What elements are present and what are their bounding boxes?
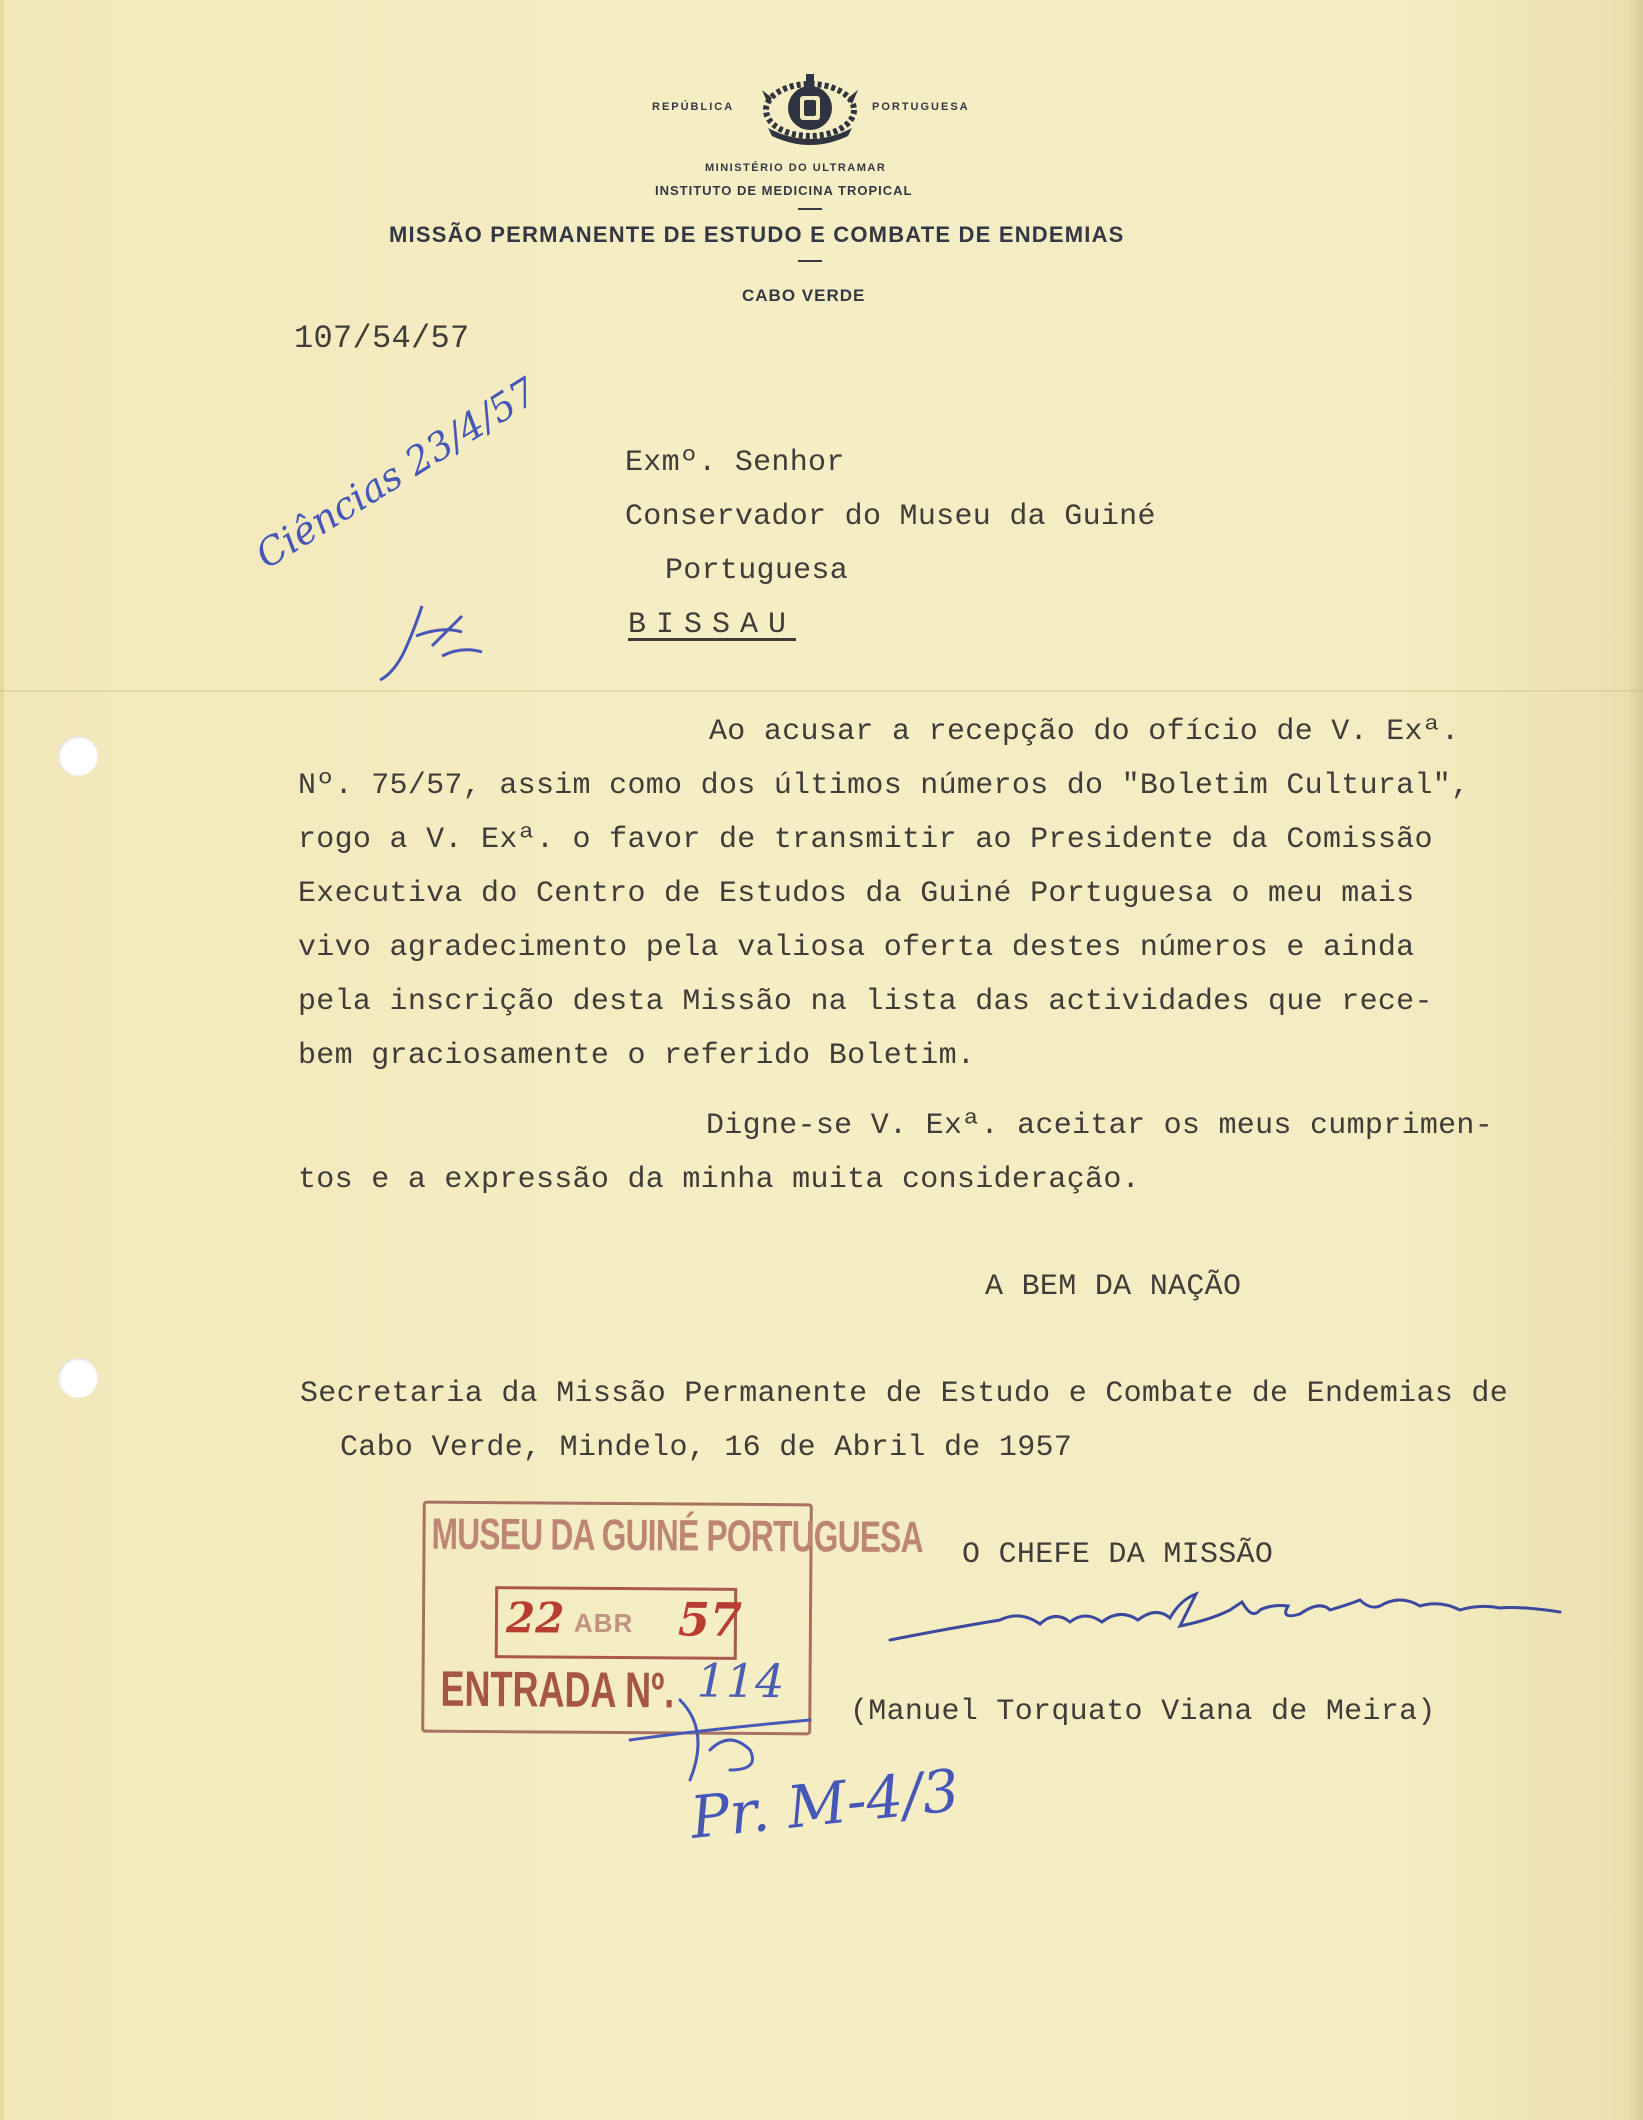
institute-name: INSTITUTO DE MEDICINA TROPICAL <box>655 183 913 198</box>
mission-name: MISSÃO PERMANENTE DE ESTUDO E COMBATE DE ENDEMIAS <box>389 222 1125 247</box>
body-p2-line2: tos e a expressão da minha muita consideração. <box>298 1163 1140 1197</box>
stamp-museum-name: MUSEU DA GUINÉ PORTUGUESA <box>431 1509 924 1563</box>
body-p1-line2: Nº. 75/57, assim como dos últimos números do "Boletim Cultural", <box>298 769 1470 803</box>
addressee-title-cont: Portuguesa <box>665 554 849 588</box>
paper-left-edge <box>0 0 4 2120</box>
letterhead-right-word: PORTUGUESA <box>872 101 970 113</box>
paper-right-edge <box>1629 0 1643 2120</box>
file-reference: Pr. M-4/3 <box>687 1756 963 1852</box>
signature-title: O CHEFE DA MISSÃO <box>962 1538 1274 1572</box>
reference-number: 107/54/57 <box>294 320 470 357</box>
body-p1-line6: pela inscrição desta Missão na lista das actividades que rece- <box>298 985 1433 1019</box>
body-p1-line4: Executiva do Centro de Estudos da Guiné Portuguesa o meu mais <box>298 877 1415 911</box>
letterhead-left-word: REPÚBLICA <box>652 101 735 113</box>
letterhead-rule-1 <box>798 208 822 210</box>
punch-hole-top <box>58 736 98 776</box>
place-date-line1: Secretaria da Missão Permanente de Estudo e Combate de Endemias de <box>300 1377 1508 1411</box>
addressee-salutation: Exmº. Senhor <box>625 446 845 480</box>
addressee-city: BISSAU <box>628 608 797 642</box>
punch-hole-bottom <box>58 1358 98 1398</box>
margin-note: Ciências 23/4/57 <box>248 369 545 578</box>
body-p1-line5: vivo agradecimento pela valiosa oferta destes números e ainda <box>298 931 1415 965</box>
mission-location: CABO VERDE <box>742 286 866 305</box>
margin-initials-icon <box>372 596 492 686</box>
stamp-date-box <box>495 1586 743 1660</box>
addressee-title: Conservador do Museu da Guiné <box>625 500 1156 534</box>
closing-formula: A BEM DA NAÇÃO <box>985 1270 1242 1304</box>
stamp-day: 22 <box>505 1593 565 1643</box>
coat-of-arms-icon <box>762 70 858 146</box>
body-p1-line7: bem graciosamente o referido Boletim. <box>298 1039 976 1073</box>
ministry-name: MINISTÉRIO DO ULTRAMAR <box>705 162 887 174</box>
body-p1-line1: Ao acusar a recepção do ofício de V. Exª. <box>709 715 1460 749</box>
body-p1-line3: rogo a V. Exª. o favor de transmitir ao Presidente da Comissão <box>298 823 1433 857</box>
stamp-entry-number: 114 <box>696 1653 785 1709</box>
signatory-name: (Manuel Torquato Viana de Meira) <box>850 1695 1436 1729</box>
stamp-entry-label: ENTRADA Nº. <box>440 1660 675 1719</box>
body-p2-line1: Digne-se V. Exª. aceitar os meus cumprimen- <box>706 1109 1494 1143</box>
stamp-pen-mark-icon <box>620 1670 820 1790</box>
place-date-line2: Cabo Verde, Mindelo, 16 de Abril de 1957 <box>340 1431 1073 1465</box>
stamp-month: ABR <box>573 1607 634 1639</box>
stamp-year: 57 <box>677 1592 743 1647</box>
handwritten-signature-icon <box>880 1580 1580 1660</box>
letterhead-rule-2 <box>798 260 822 262</box>
paper-fold <box>0 690 1643 692</box>
